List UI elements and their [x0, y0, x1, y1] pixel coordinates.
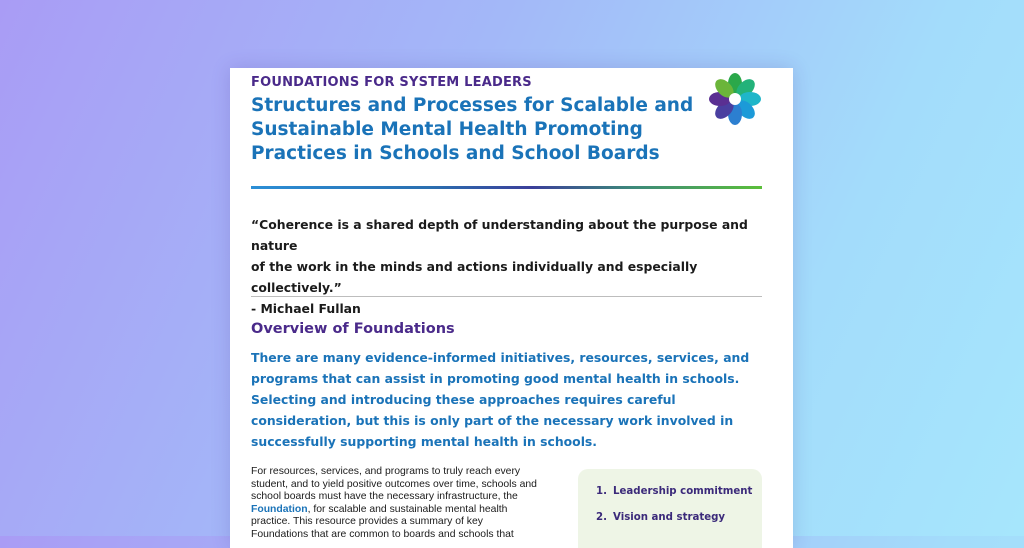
gradient-divider — [251, 186, 762, 189]
section-divider — [251, 296, 762, 297]
body-text-part-2: , for scalable and sustainable mental health practice. This resource provides a summary of key Foundations that are common to boards and schools that — [251, 503, 514, 540]
quote-attribution: - Michael Fullan — [251, 301, 361, 316]
overview-heading: Overview of Foundations — [251, 321, 455, 337]
list-item — [596, 512, 725, 523]
list-item-label: Vision and strategy — [613, 512, 726, 523]
list-item-number: 1. — [596, 486, 607, 497]
document-eyebrow: FOUNDATIONS FOR SYSTEM LEADERS — [251, 75, 532, 90]
body-text-part-1: For resources, services, and programs to truly reach every student, and to yield positive outcomes over time, schools and school boards must have the necessary infrastructure, the — [251, 466, 537, 502]
quote-block — [251, 214, 771, 319]
list-item-label: Leadership commitment — [613, 486, 753, 497]
foundation-highlight: Foundation — [251, 503, 308, 515]
intro-paragraph: There are many evidence-informed initiatives, resources, services, and programs that can assist in promoting good mental health in schools. Selecting and introducing these approaches requires careful consideration, but this is only part of the necessary work involved in successfully supporting mental health in schools. — [251, 350, 750, 449]
document-title: Structures and Processes for Scalable and Sustainable Mental Health Promoting Practices in Schools and School Boards — [251, 95, 694, 164]
flower-logo-icon — [706, 70, 764, 128]
body-paragraph — [251, 466, 541, 541]
document-page — [230, 68, 793, 548]
foundations-sidebar — [578, 469, 762, 548]
quote-line-1: “Coherence is a shared depth of understanding about the purpose and nature — [251, 217, 748, 253]
list-item — [596, 486, 752, 497]
list-item-number: 2. — [596, 512, 607, 523]
quote-line-2: of the work in the minds and actions individually and especially collectively.” — [251, 259, 698, 295]
